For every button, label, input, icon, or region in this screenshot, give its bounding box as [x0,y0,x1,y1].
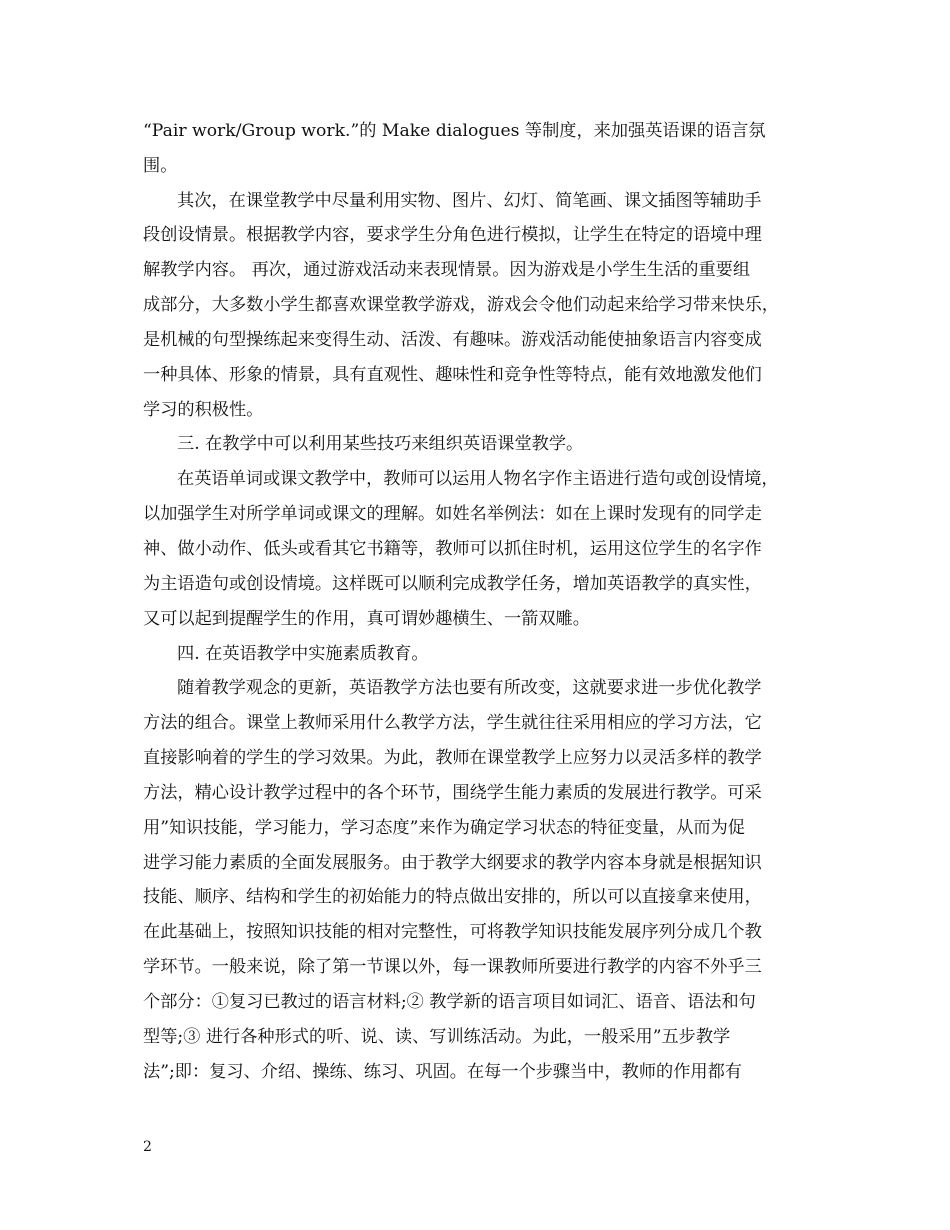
paragraph-line: 其次，在课堂教学中尽量利用实物、图片、幻灯、简笔画、课文插图等辅助手 [177,191,762,211]
paragraph-line: 是机械的句型操练起来变得生动、活泼、有趣味。游戏活动能使抽象语言内容变成 [143,330,762,350]
paragraph-line: 直接影响着的学生的学习效果。为此，教师在课堂教学上应努力以灵活多样的教学 [143,748,762,768]
paragraph-line: 以加强学生对所学单词或课文的理解。如姓名举例法：如在上课时发现有的同学走 [143,504,762,524]
paragraph-line: 个部分：①复习已教过的语言材料;② 教学新的语言项目如词汇、语音、语法和句 [143,992,756,1012]
paragraph-line: 学习的积极性。 [143,400,264,420]
paragraph-line: 又可以起到提醒学生的作用，真可谓妙趣横生、一箭双雕。 [143,609,590,629]
paragraph-line: 用”知识技能，学习能力，学习态度”来作为确定学习状态的特征变量，从而为促 [143,818,745,838]
paragraph-line: 一种具体、形象的情景，具有直观性、趣味性和竞争性等特点，能有效地激发他们 [143,365,762,385]
paragraph-line: “Pair work/Group work.”的 Make dialogues 等制度，来加强英语课的语言氛 [143,121,766,141]
paragraph-line: 型等;③ 进行各种形式的听、说、读、写训练活动。为此，一般采用”五步教学 [143,1027,731,1047]
paragraph-line: 神、做小动作、低头或看其它书籍等，教师可以抓住时机，运用这位学生的名字作 [143,539,762,559]
section-heading: 四. 在英语教学中实施素质教育。 [177,644,429,664]
paragraph-line: 随着教学观念的更新，英语教学方法也要有所改变，这就要求进一步优化教学 [177,678,762,698]
paragraph-line: 为主语造句或创设情境。这样既可以顺利完成教学任务，增加英语教学的真实性， [143,574,762,594]
paragraph-line: 学环节。一般来说，除了第一节课以外，每一课教师所要进行教学的内容不外乎三 [143,957,762,977]
paragraph-line: 在此基础上，按照知识技能的相对完整性，可将教学知识技能发展序列分成几个教 [143,922,762,942]
paragraph-line: 进学习能力素质的全面发展服务。由于教学大纲要求的教学内容本身就是根据知识 [143,853,762,873]
paragraph-line: 在英语单词或课文教学中，教师可以运用人物名字作主语进行造句或创设情境， [177,469,779,489]
paragraph-line: 技能、顺序、结构和学生的初始能力的特点做出安排的，所以可以直接拿来使用， [143,887,762,907]
paragraph-line: 围。 [143,156,178,176]
paragraph-line: 段创设情景。根据教学内容，要求学生分角色进行模拟，让学生在特定的语境中理 [143,225,762,245]
section-heading: 三. 在教学中可以利用某些技巧来组织英语课堂教学。 [177,434,584,454]
paragraph-line: 方法的组合。课堂上教师采用什么教学方法，学生就往往采用相应的学习方法，它 [143,713,762,733]
page-number: 2 [143,1139,152,1155]
paragraph-line: 成部分，大多数小学生都喜欢课堂教学游戏，游戏会令他们动起来给学习带来快乐， [143,295,779,315]
paragraph-line: 方法，精心设计教学过程中的各个环节，围绕学生能力素质的发展进行教学。可采 [143,783,762,803]
paragraph-line: 法”;即：复习、介绍、操练、练习、巩固。在每一个步骤当中，教师的作用都有 [143,1062,742,1082]
paragraph-line: 解教学内容。 再次，通过游戏活动来表现情景。因为游戏是小学生生活的重要组 [143,260,751,280]
